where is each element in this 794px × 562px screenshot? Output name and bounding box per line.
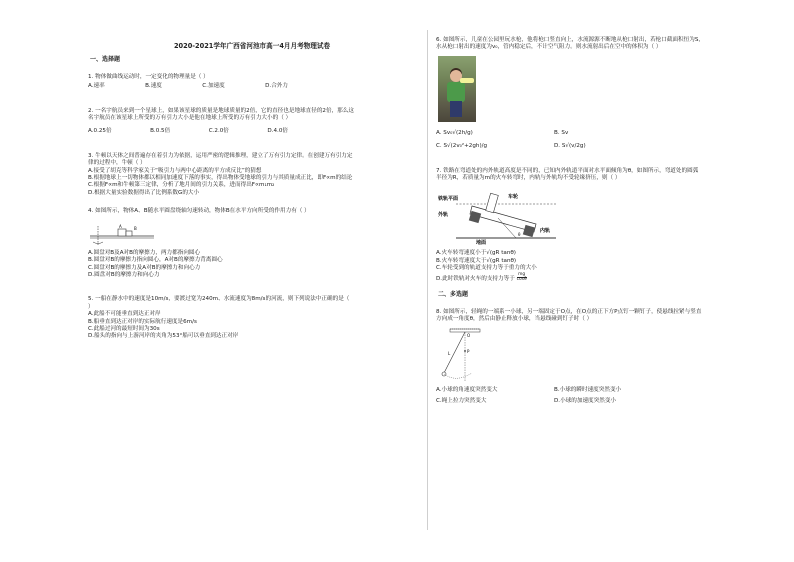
question-2 [88, 108, 416, 136]
option-b[interactable]: B.根据地球上一切物体都以相同加速度下落的事实，得出物体受地球的引力与其质量成正比，即F∝m的结论 [88, 175, 353, 182]
question-stem-cont: 律的过程中，牛顿（ ） [88, 160, 146, 167]
section-heading-choice: 一、选择题 [90, 56, 121, 64]
label-wheel: 车轮 [508, 194, 519, 201]
label-o: O [467, 333, 471, 339]
question-stem: 7. 铁路在弯道处的内外轨道高度是不同的，已知内外轨道平面对水平面倾角为θ，如图所示，弯道处的圆弧 [436, 167, 699, 174]
label-b: B [134, 225, 137, 231]
label-l: L [448, 351, 451, 357]
fraction: $\frac{mg}{\cos\theta}$ [516, 271, 527, 283]
question-stem: 4. 如图所示，物体A、B随水平圆盘绕轴匀速转动，物体B在水平方向所受的作用力有（ ） [88, 208, 310, 215]
question-stem-cont: 名宇航员在该星球上所受的万有引力大小是他在地球上所受的万有引力大小的（ ） [88, 115, 292, 122]
option-d[interactable]: D.4.0倍 [267, 128, 288, 135]
label-p: P [467, 349, 470, 355]
option-grid [436, 387, 728, 405]
option-d[interactable]: D.小球的加速度突然变小 [554, 397, 617, 404]
question-stem-cont: 半径为R，若质量为m的火车转弯时，内轨与外轨均不受轮缘挤压，则（ ） [436, 175, 621, 182]
question-stem-cont: 水从枪口射出的速度为v₀，管内稳定后，不计空气阻力。则水流射出后在空中的体积为（ ） [436, 44, 662, 51]
left-column [88, 34, 416, 344]
option-a[interactable]: A.接受了胡克等科学家关于“吸引力与两中心距离的平方成反比”的猜想 [88, 167, 262, 174]
rotating-disc-figure [88, 220, 158, 246]
option-a[interactable]: A.此船不可能垂直到达正对岸 [88, 311, 161, 318]
label-inner-rail: 内轨 [540, 228, 551, 235]
page-title: 2020-2021学年广西省河池市高一4月月考物理试卷 [173, 42, 331, 50]
option-d[interactable] [436, 273, 728, 284]
label-ground: 地面 [476, 240, 487, 247]
option-row [88, 128, 288, 135]
question-stem: 8. 如图所示，轻绳的一端系一小球，另一端固定于O点，在O点的正下方P点钉一颗钉子，使悬线拉紧与竖直 [436, 308, 702, 315]
question-8 [436, 309, 728, 406]
question-6 [436, 37, 728, 151]
right-column [436, 37, 728, 408]
question-stem: 1. 物体做曲线运动时，一定变化的物理量是（ ） [88, 73, 209, 80]
rail-bank-figure [436, 186, 576, 246]
question-5 [88, 296, 416, 340]
question-1 [88, 74, 416, 91]
option-row [88, 83, 288, 90]
column-divider [427, 30, 428, 530]
child-water-gun-photo [438, 56, 476, 122]
question-stem-cont: ） [88, 303, 94, 310]
option-c[interactable]: C.2.0倍 [208, 128, 229, 135]
question-stem: 6. 如图所示，儿童在公园里玩水枪，他将枪口竖直向上，水流源源不断地从枪口射出，若枪口截面积恒为S， [436, 37, 704, 43]
option-c[interactable]: C.根据F∝m和牛顿第三定律，分析了地月间的引力关系，进而得出F∝m₁m₂ [88, 182, 275, 189]
option-c[interactable]: C.加速度 [202, 83, 225, 90]
option-d[interactable]: D.圆盘对B的摩擦力和向心力 [88, 271, 160, 278]
question-stem-cont: 方向成一角度θ，然后由静止释放小球，当悬线碰到钉子时（ ） [436, 316, 593, 323]
option-a[interactable]: A.圆盘对B及A对B的摩擦力，两力都指向圆心 [88, 249, 201, 256]
option-b[interactable]: B.0.5倍 [150, 128, 171, 135]
option-b[interactable]: B.火车转弯速度大于√(gR tanθ) [436, 257, 517, 264]
option-c[interactable]: C.车轮受到的轨道支持力等于重力的大小 [436, 265, 537, 272]
option-b[interactable]: B.小球的瞬时速度突然变小 [554, 387, 622, 394]
label-a: A [119, 223, 122, 229]
option-a[interactable]: A.火车转弯速度小于√(gR tanθ) [436, 250, 516, 257]
label-outer-rail: 外轨 [438, 212, 449, 219]
option-d[interactable]: D. S√(v/2g) [554, 143, 586, 150]
question-7 [436, 168, 728, 284]
section-heading-multi: 二、多选题 [438, 291, 469, 299]
option-a[interactable]: A.0.25倍 [88, 128, 112, 135]
option-c[interactable]: C.绳上拉力突然变大 [436, 397, 487, 404]
question-4 [88, 208, 416, 279]
option-a[interactable]: A.速率 [88, 83, 105, 90]
option-a[interactable]: A. Sv₀√(2h/g) [436, 129, 473, 136]
option-d-text: D.此时铁轨对火车的支持力等于 [436, 275, 515, 282]
option-d[interactable]: D.根据大量实验数据得出了比例系数G的大小 [88, 189, 200, 196]
question-stem: 3. 牛顿以天体之间普遍存在着引力为依据，运用严密的逻辑推理，建立了万有引力定律。在创建万有引力定 [88, 152, 353, 159]
option-a[interactable]: A.小球的角速度突然变大 [436, 387, 498, 394]
option-b[interactable]: B. Sv [554, 129, 569, 136]
option-d[interactable]: D.船头的指向与上游河岸的夹角为53°船可以垂直到达正对岸 [88, 333, 239, 340]
option-c[interactable]: C.此船过河的最短时间为30s [88, 325, 160, 332]
question-stem: 5. 一船在静水中的速度是10m/s，要渡过宽为240m、水流速度为8m/s的河流，则下列说法中正确的是（ [88, 296, 350, 303]
option-c[interactable]: C.圆盘对B的摩擦力及A对B的摩擦力和向心力 [88, 264, 201, 271]
option-b[interactable]: B.圆盘对B的摩擦力指向圆心，A对B的摩擦力背离圆心 [88, 257, 223, 264]
question-stem: 2. 一名宇航员来到一个星球上，如果该星球的质量是地球质量的2倍，它的直径也是地球直径的2倍，那么这 [88, 107, 354, 114]
label-rail-plane: 铁轨平面 [438, 196, 459, 203]
option-b[interactable]: B.速度 [145, 83, 162, 90]
option-d[interactable]: D.合外力 [265, 83, 288, 90]
option-grid [436, 130, 728, 151]
option-b[interactable]: B.船垂直到达正对岸的实际航行速度是6m/s [88, 318, 197, 325]
label-theta: θ [518, 232, 521, 238]
option-c[interactable]: C. S√(2v₀²+2gh)/g [436, 143, 488, 150]
question-3 [88, 153, 416, 197]
pendulum-figure [436, 327, 496, 383]
